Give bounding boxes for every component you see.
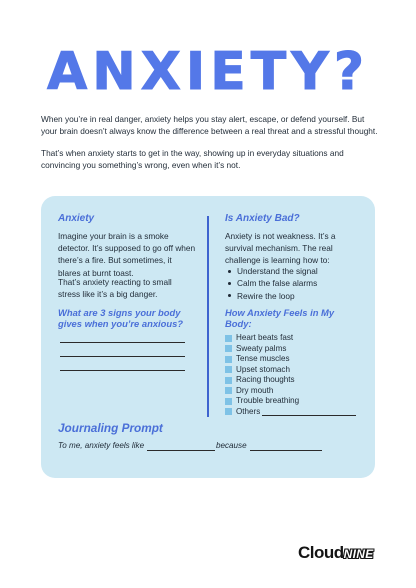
- journal-answer-line-1[interactable]: [147, 450, 215, 451]
- skills-bullet-list: [225, 265, 318, 302]
- checklist-item[interactable]: [225, 333, 356, 344]
- checklist-item[interactable]: [225, 354, 356, 365]
- journaling-prompt-heading: Journaling Prompt: [58, 421, 163, 435]
- checkbox[interactable]: [225, 345, 232, 352]
- column-divider: [207, 216, 209, 417]
- checkbox[interactable]: [225, 366, 232, 373]
- checklist-label: Dry mouth: [236, 385, 274, 395]
- journal-prompt-because: because: [216, 441, 247, 450]
- signs-answer-line-2[interactable]: [60, 356, 185, 357]
- cloudnine-logo: [298, 543, 374, 563]
- is-anxiety-bad-heading: Is Anxiety Bad?: [225, 213, 300, 224]
- checklist-label: Upset stomach: [236, 364, 290, 374]
- checklist-item[interactable]: [225, 365, 356, 376]
- checklist-item[interactable]: [225, 396, 356, 407]
- anxiety-paragraph-1: Imagine your brain is a smoke detector. It’s supposed to go off when there’s a fire. But sometimes, it blares at burnt toast.: [58, 231, 196, 278]
- checkbox[interactable]: [225, 408, 232, 415]
- anxiety-heading: Anxiety: [58, 213, 95, 224]
- bullet-item: Calm the false alarms: [225, 277, 318, 289]
- checklist-label: Sweaty palms: [236, 343, 287, 353]
- signs-answer-line-1[interactable]: [60, 342, 185, 343]
- bullet-item: Understand the signal: [225, 265, 318, 277]
- anxiety-paragraph-2: That’s anxiety reacting to small stress like it’s a big danger.: [58, 277, 172, 300]
- checklist-item-others[interactable]: [225, 407, 356, 418]
- checklist-item[interactable]: [225, 344, 356, 355]
- page-title: ANXIETY?: [46, 42, 369, 102]
- intro-paragraph-2: That’s when anxiety starts to get in the way, showing up in everyday situations and convincing you something’s wrong, even when it’s not.: [41, 148, 344, 171]
- feels-checklist: [225, 333, 356, 417]
- signs-answer-line-3[interactable]: [60, 370, 185, 371]
- checklist-label: Racing thoughts: [236, 375, 295, 384]
- journal-answer-line-2[interactable]: [250, 450, 322, 451]
- checklist-item[interactable]: [225, 375, 356, 386]
- logo-text-nine: NINE: [343, 547, 374, 561]
- logo-text-cloud: Cloud: [298, 543, 344, 562]
- feels-heading: How Anxiety Feels in My Body:: [225, 307, 335, 330]
- checklist-item[interactable]: [225, 386, 356, 397]
- checkbox[interactable]: [225, 335, 232, 342]
- journal-prompt-start: To me, anxiety feels like: [58, 441, 145, 450]
- checklist-label: Others: [236, 406, 261, 416]
- checklist-label: Tense muscles: [236, 354, 290, 363]
- others-answer-line[interactable]: [262, 415, 356, 416]
- checkbox[interactable]: [225, 377, 232, 384]
- checkbox[interactable]: [225, 387, 232, 394]
- is-anxiety-bad-paragraph: Anxiety is not weakness. It’s a survival mechanism. The real challenge is learning how to:: [225, 231, 336, 266]
- checklist-label: Heart beats fast: [236, 333, 294, 342]
- bullet-item: Rewire the loop: [225, 290, 318, 302]
- checkbox[interactable]: [225, 356, 232, 363]
- signs-heading: What are 3 signs your body gives when you’re anxious?: [58, 307, 184, 330]
- checklist-label: Trouble breathing: [236, 396, 300, 405]
- checkbox[interactable]: [225, 398, 232, 405]
- intro-paragraph-1: When you’re in real danger, anxiety helps you stay alert, escape, or defend yourself. But your brain doesn’t always know the difference between a real threat and a stressful thought.: [41, 114, 378, 137]
